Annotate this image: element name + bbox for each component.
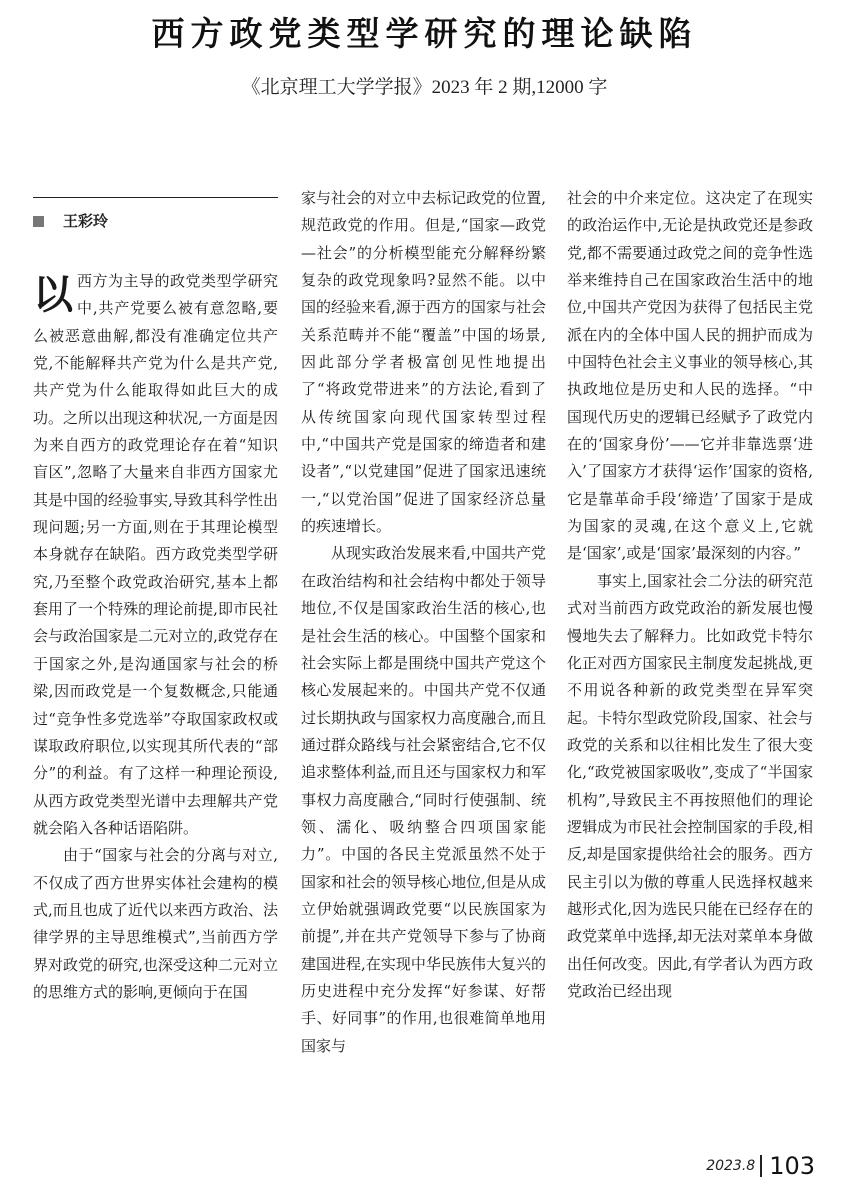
divider — [760, 1155, 762, 1177]
page-number: 103 — [769, 1152, 815, 1180]
drop-cap: 以 — [33, 271, 73, 318]
paragraph: 家与社会的对立中去标记政党的位置,规范政党的作用。但是,“国家—政党—社会”的分析模型能充分解释纷繁复杂的政党现象吗?显然不能。以中国的经验来看,源于西方的国家与社会关系范畴并不能“覆盖”中国的场景,因此部分学者极富创见性地提出了“将政党带进来”的方法论,看到了从传统国家向现代国家转型过程中,“中国共产党是国家的缔造者和建设者”,“以党建国”促进了国家迅速统一,“以党治国”促进了国家经济总量的疾速增长。 — [301, 189, 546, 536]
paragraph — [33, 268, 278, 842]
source-line: 《北京理工大学学报》2023 年 2 期,12000 字 — [241, 77, 608, 98]
page-footer — [706, 1152, 815, 1180]
paragraph: 从现实政治发展来看,中国共产党在政治结构和社会结构中都处于领导地位,不仅是国家政治生活的核心,也是社会生活的核心。中国整个国家和社会实际上都是围绕中国共产党这个核心发展起来的。中国共产党不仅通过长期执政与国家权力高度融合,而且通过群众路线与社会紧密结合,它不仅追求整体利益,而且还与国家权力和军事权力高度融合,“同时行使强制、统领、濡化、吸纳整合四项国家能力”。中国的各民主党派虽然不处于国家和社会的领导核心地位,但是从成立伊始就强调政党要“以民族国家为前提”,并在共产党领导下参与了协商建国进程,在实现中华民族伟大复兴的历史进程中充分发挥“好参谋、好帮手、好同事”的作用,也很难简单地用国家与 — [301, 544, 546, 1055]
square-bullet-icon — [33, 216, 44, 227]
issue-number: 2023.8 — [706, 1158, 756, 1174]
column-3 — [567, 185, 813, 1145]
article-title: 西方政党类型学研究的理论缺陷 — [151, 14, 698, 53]
paragraph: 由于“国家与社会的分离与对立,不仅成了西方世界实体社会建构的模式,而且也成了近代以来西方政治、法律学界的主导思维模式”,当前西方学界对政党的研究,也深受这种二元对立的思维方式的影响,更倾向于在国 — [33, 846, 278, 1001]
paragraph: 事实上,国家社会二分法的研究范式对当前西方政党政治的新发展也慢慢地失去了解释力。比如政党卡特尔化正对西方国家民主制度发起挑战,更不用说各种新的政党类型在异军突起。卡特尔型政党阶段,国家、社会与政党的关系和以往相比发生了很大变化,“政党被国家吸收”,变成了“半国家机构”,导致民主不再按照他们的理论逻辑成为市民社会控制国家的手段,相反,却是国家提供给社会的服务。西方民主引以为傲的尊重人民选择权越来越形式化,因为选民只能在已经存在的政党菜单中选择,却无法对菜单本身做出任何改变。因此,有学者认为西方政党政治已经出现 — [567, 571, 813, 1000]
paragraph: 社会的中介来定位。这决定了在现实的政治运作中,无论是执政党还是参政党,都不需要通过政党之间的竞争性选举来维持自己在国家政治生活中的地位,中国共产党因为获得了包括民主党派在内的全体中国人民的拥护而成为中国特色社会主义事业的领导核心,其执政地位是历史和人民的选择。“中国现代历史的逻辑已经赋予了政党内在的‘国家身份’——它并非靠选票‘进入’了国家方才获得‘运作’国家的资格,它是靠革命手段‘缔造’了国家于是成为国家的灵魂,在这个意义上,它就是‘国家’,或是‘国家’最深刻的内容。” — [567, 189, 813, 563]
column-1 — [33, 185, 278, 1145]
paragraph-text: 西方为主导的政党类型学研究中,共产党要么被有意忽略,要么被恶意曲解,都没有准确定位共产党,不能解释共产党为什么是共产党,共产党为什么能取得如此巨大的成功。之所以出现这种状况,一方面是因为来自西方的政党理论存在着“知识盲区”,忽略了大量来自非西方国家尤其是中国的经验事实,导致其科学性出现问题;另一方面,则在于其理论模型本身就存在缺陷。西方政党类型学研究,乃至整个政党政治研究,基本上都套用了一个特殊的理论前提,即市民社会与政治国家是二元对立的,政党存在于国家之外,是沟通国家与社会的桥梁,因而政党是一个复数概念,只能通过“竞争性多党选举”夺取国家政权或谋取政府职位,以实现其所代表的“部分”的利益。有了这样一种理论预设,从西方政党类型光谱中去理解共产党就会陷入各种话语陷阱。 — [33, 272, 278, 837]
author-name: 王彩玲 — [63, 212, 109, 230]
column-2 — [301, 185, 546, 1145]
author-block — [33, 197, 278, 268]
